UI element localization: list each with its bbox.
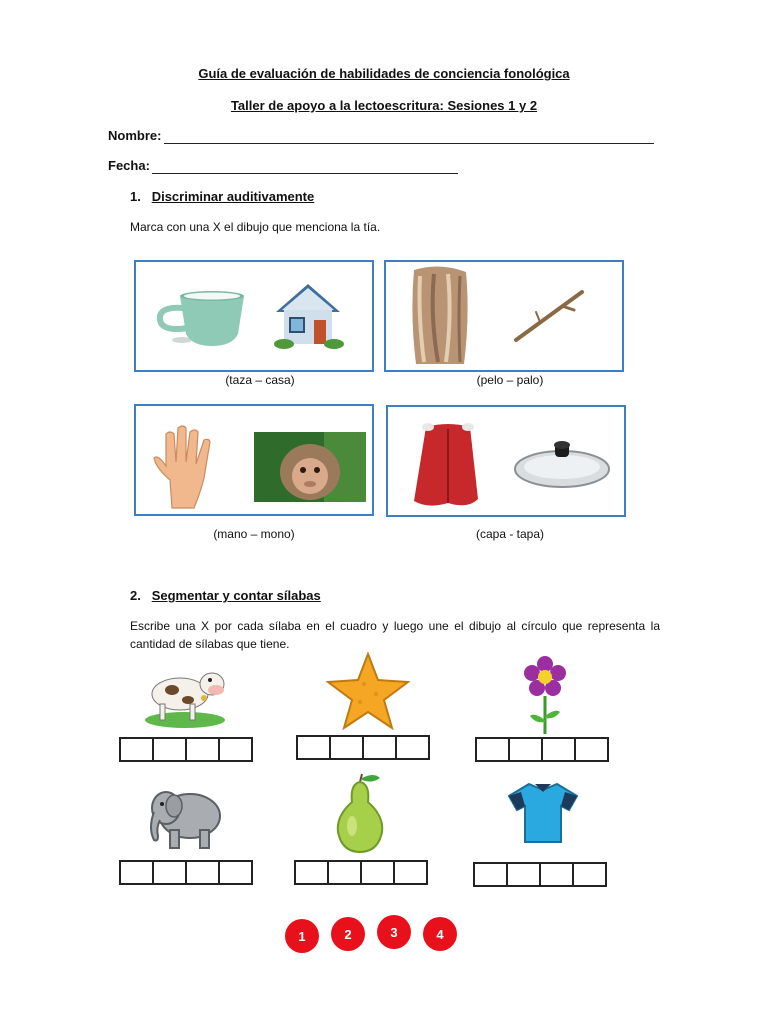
syllable-cell[interactable] xyxy=(360,860,395,885)
pear-icon[interactable] xyxy=(332,772,388,854)
syllable-grid-flower xyxy=(475,737,609,762)
caption-pelo-palo: (pelo – palo) xyxy=(476,373,544,387)
syllable-cell[interactable] xyxy=(327,860,362,885)
count-circle-1[interactable]: 1 xyxy=(285,919,319,953)
syllable-cell[interactable] xyxy=(508,737,543,762)
date-field[interactable] xyxy=(152,173,458,174)
picture-box-taza-casa[interactable] xyxy=(134,260,374,372)
picture-box-mano-mono[interactable] xyxy=(134,404,374,516)
section-1-title: Discriminar auditivamente xyxy=(151,189,315,204)
shirt-icon[interactable] xyxy=(507,780,579,844)
star-icon[interactable] xyxy=(326,652,410,730)
syllable-cell[interactable] xyxy=(218,737,253,762)
count-circle-4[interactable]: 4 xyxy=(423,917,457,951)
syllable-cell[interactable] xyxy=(362,735,397,760)
section-1-heading xyxy=(130,189,314,204)
name-label: Nombre: xyxy=(108,128,162,143)
caption-mano-mono: (mano – mono) xyxy=(213,527,295,541)
monkey-icon[interactable] xyxy=(254,432,366,502)
syllable-grid-cow xyxy=(119,737,253,762)
syllable-cell[interactable] xyxy=(185,737,220,762)
syllable-cell[interactable] xyxy=(152,860,187,885)
page-subtitle: Taller de apoyo a la lectoescritura: Sesiones 1 y 2 xyxy=(230,98,538,113)
section-2-title: Segmentar y contar sílabas xyxy=(151,588,321,603)
syllable-grid-pear xyxy=(294,860,428,885)
syllable-cell[interactable] xyxy=(395,735,430,760)
syllable-cell[interactable] xyxy=(185,860,220,885)
elephant-icon[interactable] xyxy=(144,782,224,852)
syllable-cell[interactable] xyxy=(152,737,187,762)
syllable-cell[interactable] xyxy=(329,735,364,760)
syllable-cell[interactable] xyxy=(294,860,329,885)
count-circle-2[interactable]: 2 xyxy=(331,917,365,951)
syllable-cell[interactable] xyxy=(574,737,609,762)
syllable-cell[interactable] xyxy=(541,737,576,762)
flower-icon[interactable] xyxy=(520,656,570,736)
syllable-grid-star xyxy=(296,735,430,760)
syllable-cell[interactable] xyxy=(506,862,541,887)
syllable-cell[interactable] xyxy=(539,862,574,887)
syllable-cell[interactable] xyxy=(473,862,508,887)
section-2-instruction: Escribe una X por cada sílaba en el cuadro y luego une el dibujo al círculo que representa la cantidad de sílabas que tiene. xyxy=(130,619,660,651)
syllable-cell[interactable] xyxy=(475,737,510,762)
cow-icon[interactable] xyxy=(142,658,228,730)
syllable-grid-shirt xyxy=(473,862,607,887)
count-circle-3[interactable]: 3 xyxy=(377,915,411,949)
page-title: Guía de evaluación de habilidades de conciencia fonológica xyxy=(198,66,570,81)
section-1-instruction: Marca con una X el dibujo que menciona la tía. xyxy=(130,220,381,234)
section-1-number: 1. xyxy=(130,189,141,204)
syllable-cell[interactable] xyxy=(572,862,607,887)
lid-icon[interactable] xyxy=(512,435,612,491)
picture-box-capa-tapa[interactable] xyxy=(386,405,626,517)
hair-icon[interactable] xyxy=(408,266,472,366)
syllable-cell[interactable] xyxy=(393,860,428,885)
syllable-cell[interactable] xyxy=(296,735,331,760)
syllable-grid-elephant xyxy=(119,860,253,885)
house-icon[interactable] xyxy=(268,278,348,350)
name-field[interactable] xyxy=(164,143,654,144)
section-2-heading xyxy=(130,588,321,603)
syllable-cell[interactable] xyxy=(119,860,154,885)
hand-icon[interactable] xyxy=(150,424,216,510)
caption-capa-tapa: (capa - tapa) xyxy=(475,527,545,541)
syllable-cell[interactable] xyxy=(119,737,154,762)
picture-box-pelo-palo[interactable] xyxy=(384,260,624,372)
date-label: Fecha: xyxy=(108,158,150,173)
caption-taza-casa: (taza – casa) xyxy=(225,373,295,387)
section-2-number: 2. xyxy=(130,588,141,603)
stick-icon[interactable] xyxy=(512,288,586,344)
cup-icon[interactable] xyxy=(152,288,244,350)
syllable-cell[interactable] xyxy=(218,860,253,885)
cape-icon[interactable] xyxy=(408,419,488,511)
